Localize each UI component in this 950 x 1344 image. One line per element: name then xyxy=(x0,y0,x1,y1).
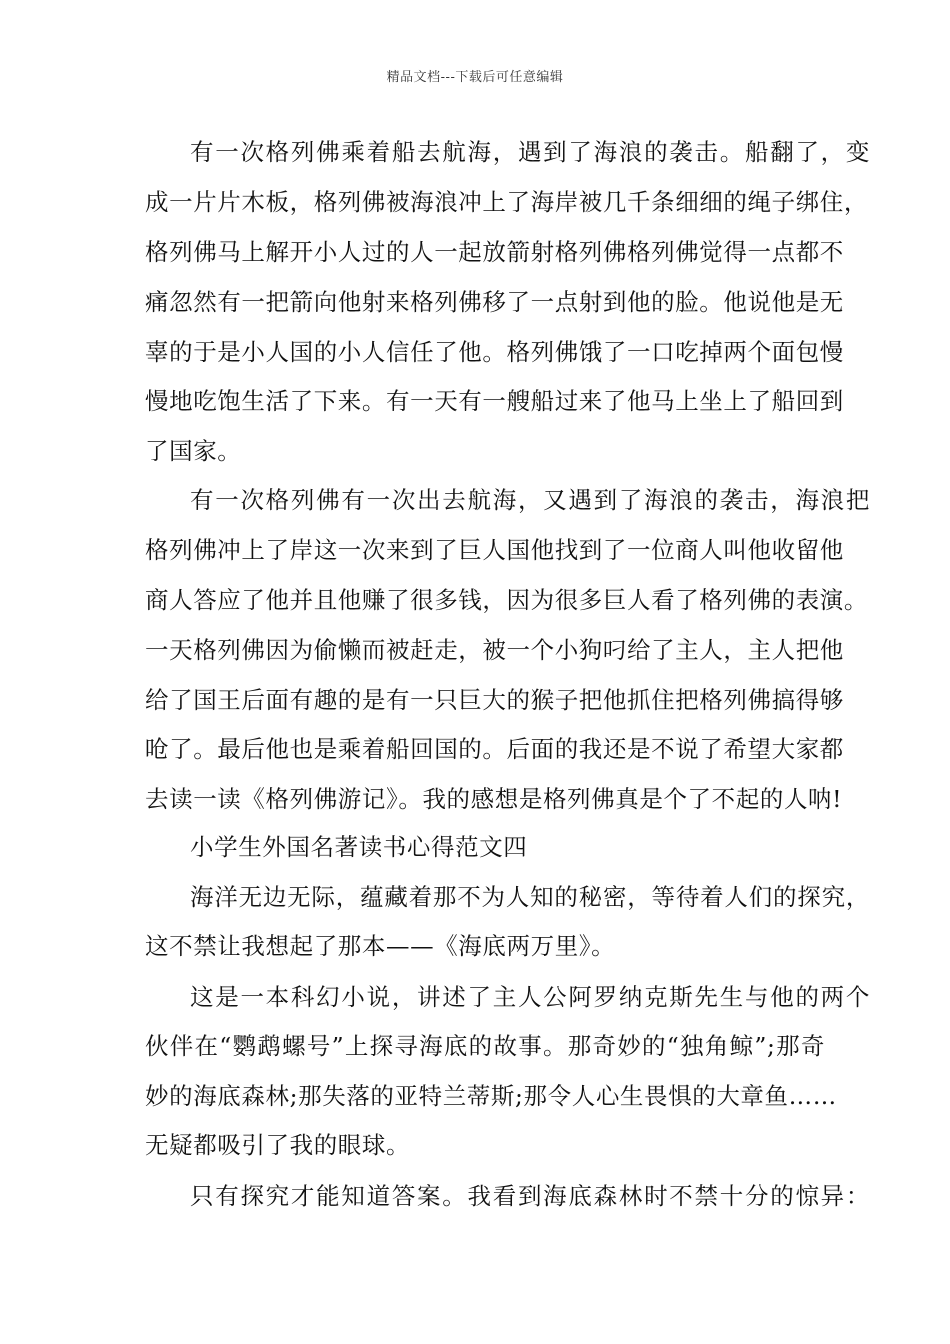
text-line: 了国家。 xyxy=(145,437,242,465)
section-heading: 小学生外国名著读书心得范文四 xyxy=(190,833,528,861)
text-line: 有一次格列佛乘着船去航海，遇到了海浪的袭击。船翻了，变 xyxy=(190,138,870,166)
text-line: 这是一本科幻小说，讲述了主人公阿罗纳克斯先生与他的两个 xyxy=(190,983,870,1011)
text-line: 一天格列佛因为偷懒而被赶走，被一个小狗叼给了主人，主人把他 xyxy=(145,636,844,664)
text-line: 去读一读《格列佛游记》。我的感想是格列佛真是个了不起的人呐! xyxy=(145,785,843,813)
text-line: 海洋无边无际，蕴藏着那不为人知的秘密，等待着人们的探究， xyxy=(190,883,870,911)
text-line: 伙伴在“鹦鹉螺号”上探寻海底的故事。那奇妙的“独角鲸”;那奇 xyxy=(145,1032,825,1060)
text-line: 慢地吃饱生活了下来。有一天有一艘船过来了他马上坐上了船回到 xyxy=(145,387,844,415)
text-line: 辜的于是小人国的小人信任了他。格列佛饿了一口吃掉两个面包慢 xyxy=(145,338,844,366)
text-line: 给了国王后面有趣的是有一只巨大的猴子把他抓住把格列佛搞得够 xyxy=(145,686,844,714)
text-line: 呛了。最后他也是乘着船回国的。后面的我还是不说了希望大家都 xyxy=(145,735,844,763)
text-line: 只有探究才能知道答案。我看到海底森林时不禁十分的惊异： xyxy=(190,1182,870,1210)
text-line: 无疑都吸引了我的眼球。 xyxy=(145,1131,411,1159)
text-line: 格列佛冲上了岸这一次来到了巨人国他找到了一位商人叫他收留他 xyxy=(145,536,844,564)
text-line: 成一片片木板，格列佛被海浪冲上了海岸被几千条细细的绳子绑住， xyxy=(145,188,868,216)
page-header: 精品文档---下载后可任意编辑 xyxy=(386,70,564,85)
text-line: 妙的海底森林;那失落的亚特兰蒂斯;那令人心生畏惧的大章鱼…… xyxy=(145,1082,837,1110)
text-line: 商人答应了他并且他赚了很多钱，因为很多巨人看了格列佛的表演。 xyxy=(145,586,868,614)
text-line: 这不禁让我想起了那本——《海底两万里》。 xyxy=(145,932,616,960)
text-line: 格列佛马上解开小人过的人一起放箭射格列佛格列佛觉得一点都不 xyxy=(145,238,844,266)
text-line: 痛忽然有一把箭向他射来格列佛移了一点射到他的脸。他说他是无 xyxy=(145,288,844,316)
text-line: 有一次格列佛有一次出去航海，又遇到了海浪的袭击，海浪把 xyxy=(190,486,870,514)
